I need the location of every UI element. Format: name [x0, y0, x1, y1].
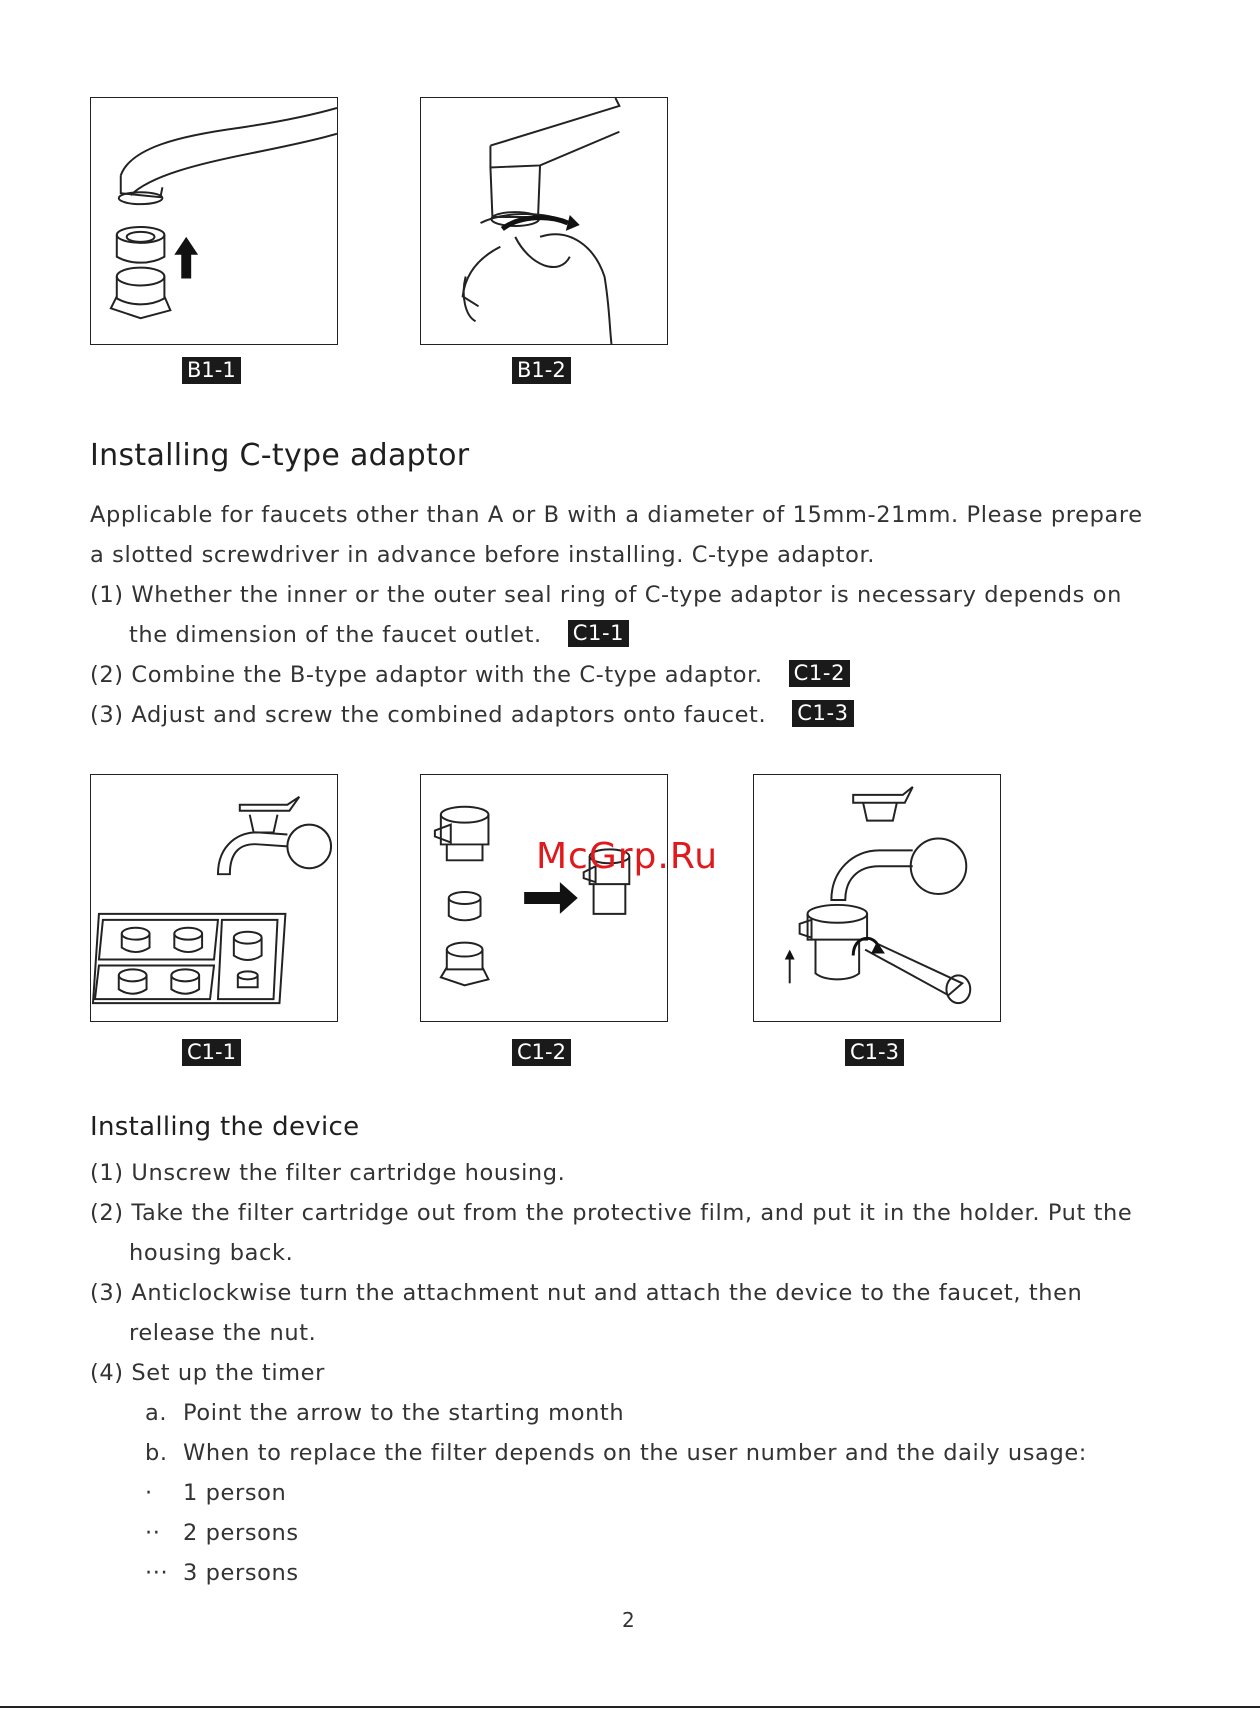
- page-number: 2: [622, 1608, 635, 1632]
- c-step-2-text: (2) Combine the B-type adaptor with the C-type adaptor.: [90, 662, 763, 688]
- figure-b1-2: [420, 97, 668, 345]
- faucet-aerator-removal-illustration: [91, 98, 337, 344]
- c-step-1-line-2: [129, 620, 629, 650]
- figure-label-b1-1: B1-1: [182, 357, 241, 384]
- usage-marker: ···: [145, 1560, 169, 1586]
- usage-item: 3 persons: [183, 1560, 299, 1586]
- section-heading-c-type: Installing C-type adaptor: [90, 438, 470, 473]
- sub-a-marker: a.: [145, 1400, 168, 1426]
- figure-label-c1-1: C1-1: [182, 1039, 241, 1066]
- c-step-1-line-1: (1) Whether the inner or the outer seal ring of C-type adaptor is necessary depends on: [90, 582, 1122, 608]
- usage-item: 1 person: [183, 1480, 287, 1506]
- device-step-2-line-2: housing back.: [129, 1240, 294, 1266]
- c-step-2: [90, 660, 850, 690]
- intro-line-1: Applicable for faucets other than A or B with a diameter of 15mm-21mm. Please prepare: [90, 502, 1143, 528]
- figure-c1-1: [90, 774, 338, 1022]
- watermark: McGrp.Ru: [536, 836, 719, 877]
- bottom-rule: [0, 1706, 1260, 1708]
- c-step-1-text: the dimension of the faucet outlet.: [129, 622, 542, 648]
- usage-item: 2 persons: [183, 1520, 299, 1546]
- screwdriver-tightening-illustration: [754, 775, 1000, 1021]
- device-step-1: (1) Unscrew the filter cartridge housing.: [90, 1160, 566, 1186]
- c-step-2-tag: C1-2: [789, 660, 850, 687]
- faucet-and-seal-rings-illustration: [91, 775, 337, 1021]
- c-step-3-text: (3) Adjust and screw the combined adaptors onto faucet.: [90, 702, 767, 728]
- device-step-3-line-1: (3) Anticlockwise turn the attachment nut and attach the device to the faucet, then: [90, 1280, 1083, 1306]
- figure-c1-2: [420, 774, 668, 1022]
- section-heading-device: Installing the device: [90, 1112, 360, 1142]
- device-step-4: (4) Set up the timer: [90, 1360, 325, 1386]
- c-step-3: [90, 700, 854, 730]
- c-step-3-tag: C1-3: [792, 700, 853, 727]
- figure-label-c1-2: C1-2: [512, 1039, 571, 1066]
- sub-b-text: When to replace the filter depends on the user number and the daily usage:: [183, 1440, 1087, 1466]
- sub-b-marker: b.: [145, 1440, 168, 1466]
- c-step-1-tag: C1-1: [568, 620, 629, 647]
- figure-b1-1: [90, 97, 338, 345]
- device-step-2-line-1: (2) Take the filter cartridge out from the protective film, and put it in the holder. Put the: [90, 1200, 1133, 1226]
- usage-marker: ··: [145, 1520, 161, 1546]
- figure-label-c1-3: C1-3: [845, 1039, 904, 1066]
- figure-label-b1-2: B1-2: [512, 357, 571, 384]
- sub-a-text: Point the arrow to the starting month: [183, 1400, 625, 1426]
- usage-marker: ·: [145, 1480, 153, 1506]
- combine-adaptors-illustration: [421, 775, 667, 1021]
- figure-c1-3: [753, 774, 1001, 1022]
- device-step-3-line-2: release the nut.: [129, 1320, 317, 1346]
- intro-line-2: a slotted screwdriver in advance before installing. C-type adaptor.: [90, 542, 876, 568]
- hand-screwing-adaptor-illustration: [421, 98, 667, 344]
